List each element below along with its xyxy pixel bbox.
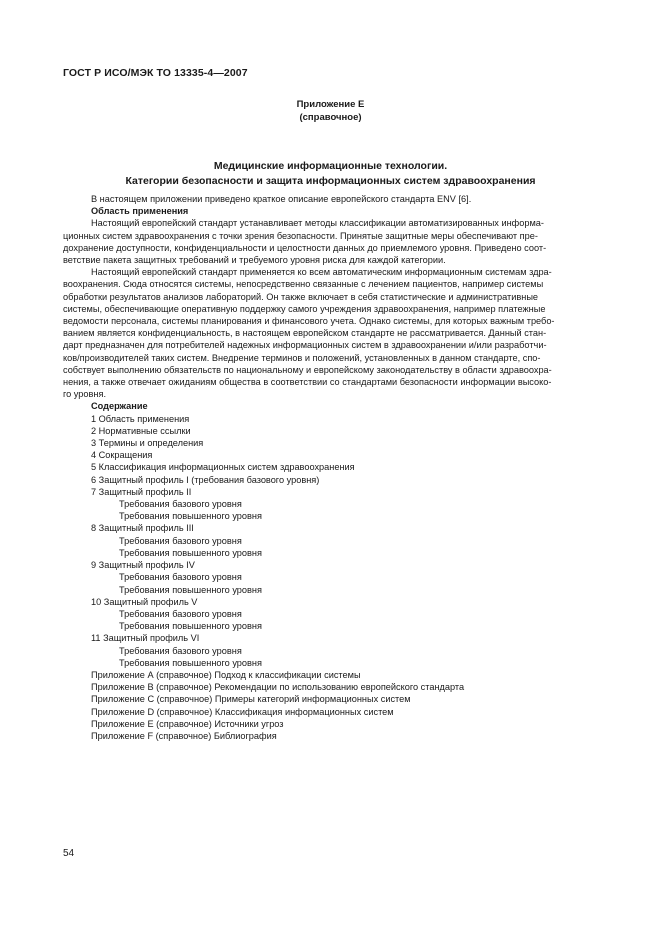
contents-subitem: Требования базового уровня — [119, 499, 242, 510]
annex-title-line-1: Медицинские информационные технологии. — [213, 160, 448, 172]
contents-subitem: Требования повышенного уровня — [119, 511, 262, 522]
contents-item: 10 Защитный профиль V — [91, 596, 198, 607]
paragraph-line: дохранение доступности, конфиденциальности и целостности данных до приемлемого уровня. Приведено соот- — [63, 242, 547, 253]
contents-item: Приложение F (справочное) Библиография — [91, 730, 277, 741]
paragraph-line: Настоящий европейский стандарт устанавливает методы классификации автоматизированных информа- — [91, 218, 544, 229]
contents-item: 7 Защитный профиль II — [91, 486, 192, 497]
contents-subitem: Требования базового уровня — [119, 572, 242, 583]
annex-label: Приложение Е — [296, 99, 365, 110]
contents-item: Приложение С (справочное) Примеры категорий информационных систем — [91, 694, 411, 705]
paragraph-line: обработки результатов анализов лабораторий. Он также включает в себя статистические и административные — [63, 291, 539, 302]
annex-type: (справочное) — [299, 111, 362, 123]
contents-item: 5 Классификация информационных систем здравоохранения — [91, 462, 355, 473]
paragraph-line: Настоящий европейский стандарт применяется ко всем автоматическим информационным системам здра- — [91, 267, 552, 278]
contents-item: 4 Сокращения — [91, 450, 153, 461]
paragraph-line: собствует выполнению обязательств по национальному и европейскому законодательству в области здравоохра- — [63, 364, 552, 375]
paragraph-line: воохранения. Сюда относятся системы, непосредственно связанные с лечением пациентов, например системы — [63, 279, 544, 290]
contents-subitem: Требования повышенного уровня — [119, 621, 262, 632]
contents-item: 3 Термины и определения — [91, 438, 204, 449]
contents-item: 9 Защитный профиль IV — [91, 560, 195, 571]
contents-subitem: Требования повышенного уровня — [119, 657, 262, 668]
contents-item: 2 Нормативные ссылки — [91, 425, 191, 436]
annex-title — [0, 159, 661, 189]
contents-item: 1 Область применения — [91, 413, 190, 424]
contents-item: 6 Защитный профиль I (требования базового уровня) — [91, 474, 320, 485]
contents-item: 8 Защитный профиль III — [91, 523, 194, 534]
contents-subitem: Требования базового уровня — [119, 645, 242, 656]
paragraph-line: ционных систем здравоохранения с точки зрения безопасности. Принятые защитные меры обеспечивают пре- — [63, 230, 538, 241]
contents-subitem: Требования повышенного уровня — [119, 547, 262, 558]
paragraph-line: ков/производителей таких систем. Внедрение терминов и положений, установленных в данном стандарте, спо- — [63, 352, 541, 363]
document-body — [63, 193, 599, 742]
paragraph-line: системы, обеспечивающие оперативную поддержку самого учреждения здравоохранения, например платежные — [63, 303, 546, 314]
contents-heading: Содержание — [91, 401, 148, 412]
contents-subitem: Требования базового уровня — [119, 608, 242, 619]
contents-item: Приложение В (справочное) Рекомендации по использованию европейского стандарта — [91, 682, 465, 693]
contents-list — [63, 413, 599, 742]
scope-heading: Область применения — [91, 206, 189, 217]
paragraph-line: ванием является конфиденциальность, в настоящем европейском стандарте не рассматривается. Данный стан- — [63, 328, 547, 339]
contents-item: 11 Защитный профиль VI — [91, 633, 200, 644]
scope-paragraph-2 — [63, 266, 599, 400]
paragraph-line: ветствие пакета защитных требований и требуемого уровня риска для каждой категории. — [63, 255, 446, 266]
paragraph-line: го уровня. — [63, 389, 107, 400]
contents-item: Приложение Е (справочное) Источники угроз — [91, 718, 284, 729]
scope-paragraph-1 — [63, 217, 599, 266]
intro-paragraph: В настоящем приложении приведено краткое описание европейского стандарта ENV [6]. — [91, 194, 472, 204]
contents-item: Приложение D (справочное) Классификация информационных систем — [91, 706, 394, 717]
annex-title-line-2: Категории безопасности и защита информационных систем здравоохранения — [125, 175, 536, 187]
page-number: 54 — [63, 848, 75, 859]
annex-heading — [0, 99, 661, 124]
contents-subitem: Требования повышенного уровня — [119, 584, 262, 595]
document-header: ГОСТ Р ИСО/МЭК ТО 13335-4—2007 — [63, 67, 248, 79]
paragraph-line: дарт предназначен для потребителей надежных информационных систем в здравоохранении и/или разработчи- — [63, 340, 547, 351]
paragraph-line: ведомости персонала, системы планирования и финансового учета. Однако системы, для которых важным требо- — [63, 316, 555, 327]
contents-subitem: Требования базового уровня — [119, 535, 242, 546]
paragraph-line: нения, а также отвечает ожиданиям общества в соответствии со стандартами безопасности информации высоко- — [63, 377, 552, 388]
contents-item: Приложение А (справочное) Подход к классификации системы — [91, 669, 361, 680]
